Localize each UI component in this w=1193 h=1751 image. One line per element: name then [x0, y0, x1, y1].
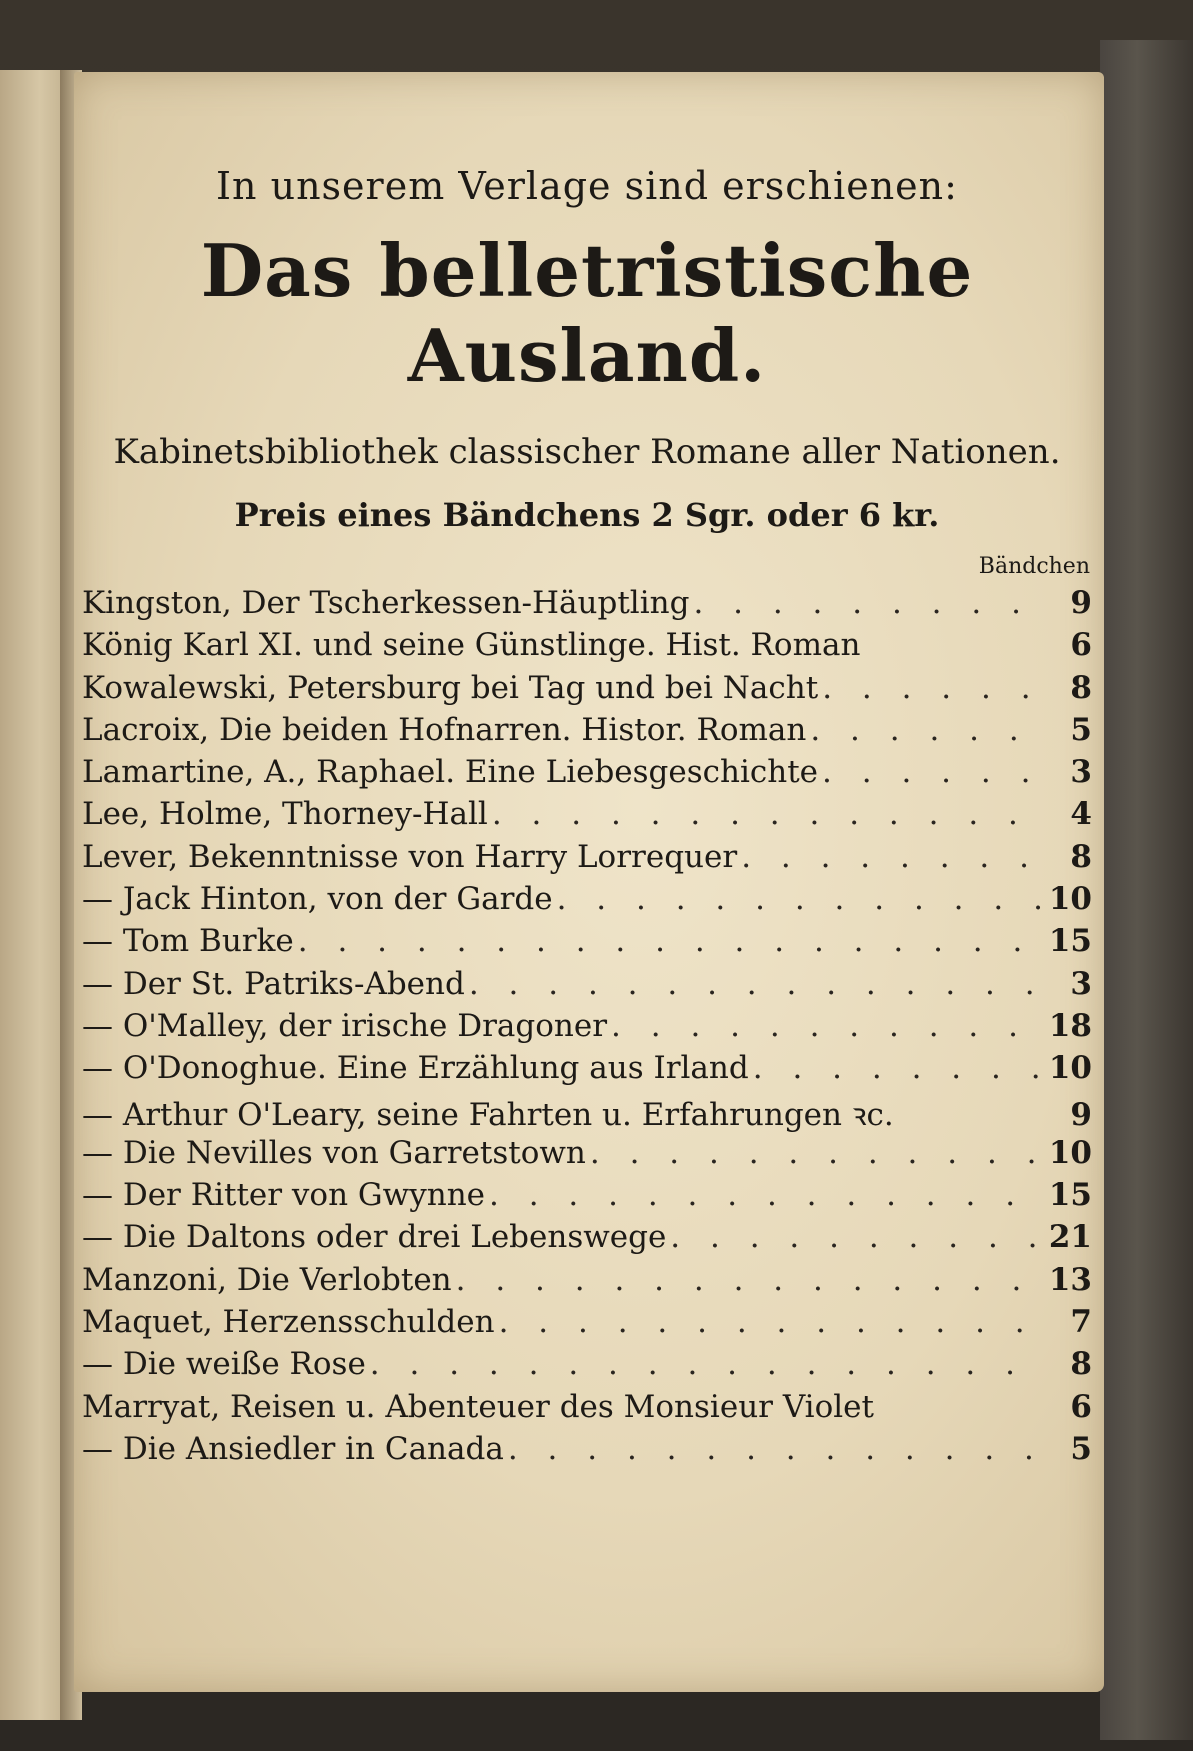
entry-volumes: 18	[1048, 1007, 1092, 1044]
entry-title: Kowalewski, Petersburg bei Tag und bei Nacht	[82, 669, 819, 706]
entry-volumes: 8	[1070, 838, 1092, 875]
list-item	[82, 1008, 1092, 1050]
entry-title: — O'Donoghue. Eine Erzählung aus Irland	[82, 1050, 749, 1087]
entry-volumes: 21	[1048, 1219, 1092, 1256]
list-item	[82, 923, 1092, 965]
entry-title: — Die weiße Rose	[82, 1346, 366, 1383]
entry-title: — Arthur O'Leary, seine Fahrten u. Erfahrungen ꝛc.	[82, 1096, 894, 1133]
entry-volumes: 10	[1048, 1050, 1092, 1087]
entry-volumes: 5	[1070, 711, 1092, 748]
entry-title: — Jack Hinton, von der Garde	[82, 881, 553, 918]
list-item	[82, 839, 1092, 881]
leader-dots	[741, 839, 1044, 875]
list-item	[82, 712, 1092, 754]
leader-dots	[492, 796, 1044, 832]
entry-title: Manzoni, Die Verlobten	[82, 1261, 452, 1298]
list-item	[82, 796, 1092, 838]
leader-dots	[693, 585, 1044, 621]
list-item	[82, 1177, 1092, 1219]
leader-dots	[590, 1135, 1044, 1171]
entry-volumes: 10	[1048, 881, 1092, 918]
leader-dots	[499, 1304, 1044, 1340]
list-item	[82, 1093, 1092, 1135]
entry-volumes: 3	[1070, 754, 1092, 791]
leader-dots	[810, 712, 1044, 748]
leader-dots	[489, 1177, 1044, 1213]
entry-title: Kingston, Der Tscherkessen-Häuptling	[82, 585, 690, 621]
series-title: Das belletristische Ausland.	[200, 228, 974, 398]
entry-volumes: 6	[1070, 1388, 1092, 1425]
entry-title: — Der Ritter von Gwynne	[82, 1177, 485, 1214]
entry-volumes: 13	[1048, 1261, 1092, 1298]
leader-dots	[469, 966, 1044, 1002]
entry-volumes: 15	[1048, 1177, 1092, 1214]
leader-dots	[456, 1262, 1044, 1298]
list-item	[82, 1304, 1092, 1346]
list-item	[82, 754, 1092, 796]
entry-title: König Karl XI. und seine Günstlinge. Hist. Roman	[82, 627, 861, 664]
list-item	[82, 1262, 1092, 1304]
list-item	[82, 585, 1092, 627]
list-item	[82, 1135, 1092, 1177]
list-item	[82, 1431, 1092, 1473]
entry-title: Lacroix, Die beiden Hofnarren. Histor. Roman	[82, 711, 807, 748]
list-item	[82, 1389, 1092, 1431]
series-subtitle: Kabinetsbibliothek classischer Romane aller Nationen.	[113, 432, 1061, 472]
list-item	[82, 881, 1092, 923]
leader-dots	[298, 923, 1044, 959]
entry-volumes: 9	[1070, 585, 1092, 621]
leader-dots	[508, 1431, 1044, 1467]
leader-dots	[670, 1219, 1044, 1255]
list-item	[82, 1219, 1092, 1261]
leader-dots	[611, 1008, 1044, 1044]
entry-title: Maquet, Herzensschulden	[82, 1304, 495, 1341]
entry-volumes: 9	[1070, 1096, 1092, 1133]
list-item	[82, 670, 1092, 712]
entry-title: — Die Daltons oder drei Lebenswege	[82, 1219, 667, 1256]
book-page	[74, 72, 1104, 1692]
entry-volumes: 15	[1048, 923, 1092, 960]
price-line: Preis eines Bändchens 2 Sgr. oder 6 kr.	[234, 496, 940, 534]
entry-title: — O'Malley, der irische Dragoner	[82, 1007, 608, 1044]
leader-dots	[557, 881, 1044, 917]
entry-volumes: 7	[1070, 1304, 1092, 1341]
entry-title: Lever, Bekenntnisse von Harry Lorrequer	[82, 838, 738, 875]
volume-column-header: Bändchen	[978, 554, 1090, 579]
entry-title: Lee, Holme, Thorney-Hall	[82, 796, 488, 833]
entry-volumes: 10	[1048, 1134, 1092, 1171]
leader-dots	[822, 754, 1044, 790]
entry-volumes: 8	[1070, 669, 1092, 706]
list-item	[82, 1050, 1092, 1092]
list-item	[82, 627, 1092, 669]
entry-title: Marryat, Reisen u. Abenteuer des Monsieur Violet	[82, 1388, 874, 1425]
leader-dots	[753, 1050, 1044, 1086]
entry-title: Lamartine, A., Raphael. Eine Liebesgeschichte	[82, 754, 819, 791]
leader-dots	[822, 670, 1044, 706]
entry-volumes: 6	[1070, 627, 1092, 664]
list-item	[82, 1346, 1092, 1388]
entry-title: — Tom Burke	[82, 923, 294, 960]
entry-title: — Die Ansiedler in Canada	[82, 1430, 504, 1467]
entry-title: — Der St. Patriks-Abend	[82, 965, 465, 1002]
page-content	[82, 164, 1092, 1473]
entry-volumes: 5	[1070, 1430, 1092, 1467]
entry-volumes: 4	[1070, 796, 1092, 833]
entry-volumes: 8	[1070, 1346, 1092, 1383]
catalog-list	[82, 585, 1092, 1473]
entry-volumes: 3	[1070, 965, 1092, 1002]
entry-title: — Die Nevilles von Garretstown	[82, 1134, 586, 1171]
list-item	[82, 966, 1092, 1008]
leader-dots	[370, 1346, 1044, 1382]
intro-line: In unserem Verlage sind erschienen:	[216, 164, 958, 208]
book-cover-edge	[1100, 40, 1193, 1740]
